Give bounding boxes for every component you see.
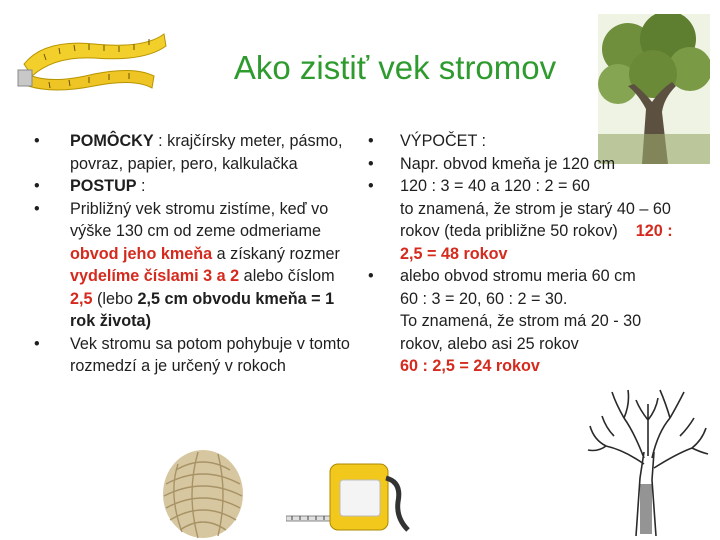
calc-line: To znamená, že strom má 20 - 30 rokov, alebo asi 25 rokov	[400, 312, 642, 353]
text-segment: Napr. obvod kmeňa je 120 cm	[400, 154, 616, 173]
list-item	[368, 130, 688, 153]
tree-drawing-icon	[584, 380, 710, 536]
list-item	[368, 175, 688, 198]
text-segment: to znamená, že strom je starý 40 – 60 rokov (teda približne 50 rokov)	[400, 199, 671, 240]
calc-line: 60 : 3 = 20, 60 : 2 = 30.	[400, 289, 568, 308]
measuring-tape-icon	[286, 458, 416, 540]
text-segment: VÝPOČET :	[400, 132, 487, 150]
highlight-text: 120 : 2,5 = 48 rokov	[400, 222, 673, 263]
tape-measure-icon	[14, 14, 174, 96]
list-item	[34, 333, 354, 378]
right-column	[368, 130, 688, 378]
twine-icon	[158, 444, 248, 540]
text-segment: alebo číslom	[239, 267, 335, 285]
left-column	[34, 130, 354, 378]
list-item	[368, 153, 688, 176]
list-item	[34, 198, 354, 333]
highlight-text: 60 : 2,5 = 24 rokov	[400, 357, 540, 375]
bold-text: 2,5 cm obvodu kmeňa = 1 rok života)	[70, 289, 335, 330]
tools-label: POMÔCKY	[70, 132, 154, 150]
calc-explanation	[368, 198, 688, 266]
text-segment: Približný vek stromu zistíme, keď vo výške 130 cm od zeme odmeriame	[70, 199, 329, 240]
text-segment: Vek stromu sa potom pohybuje v tomto rozmedzí a je určený v rokoch	[70, 334, 350, 375]
text-segment: alebo obvod stromu meria 60 cm	[400, 267, 636, 285]
slide-title: Ako zistiť vek stromov	[233, 49, 557, 86]
highlight-text: vydelíme číslami 3 a 2	[70, 267, 240, 285]
text-segment: (lebo	[92, 289, 138, 308]
text-segment: 120 : 3 = 40 a 120 : 2 = 60	[400, 177, 590, 195]
list-item	[368, 265, 688, 288]
list-item	[34, 130, 354, 175]
procedure-label: POSTUP	[70, 177, 137, 195]
text-segment: a získaný rozmer	[212, 244, 340, 263]
procedure-text: :	[136, 177, 146, 195]
highlight-text: obvod jeho kmeňa	[70, 244, 213, 263]
tools-text: : krajčírsky meter, pásmo, povraz, papier, pero, kalkulačka	[70, 132, 343, 173]
highlight-text: 2,5	[70, 289, 93, 308]
list-item	[34, 175, 354, 198]
